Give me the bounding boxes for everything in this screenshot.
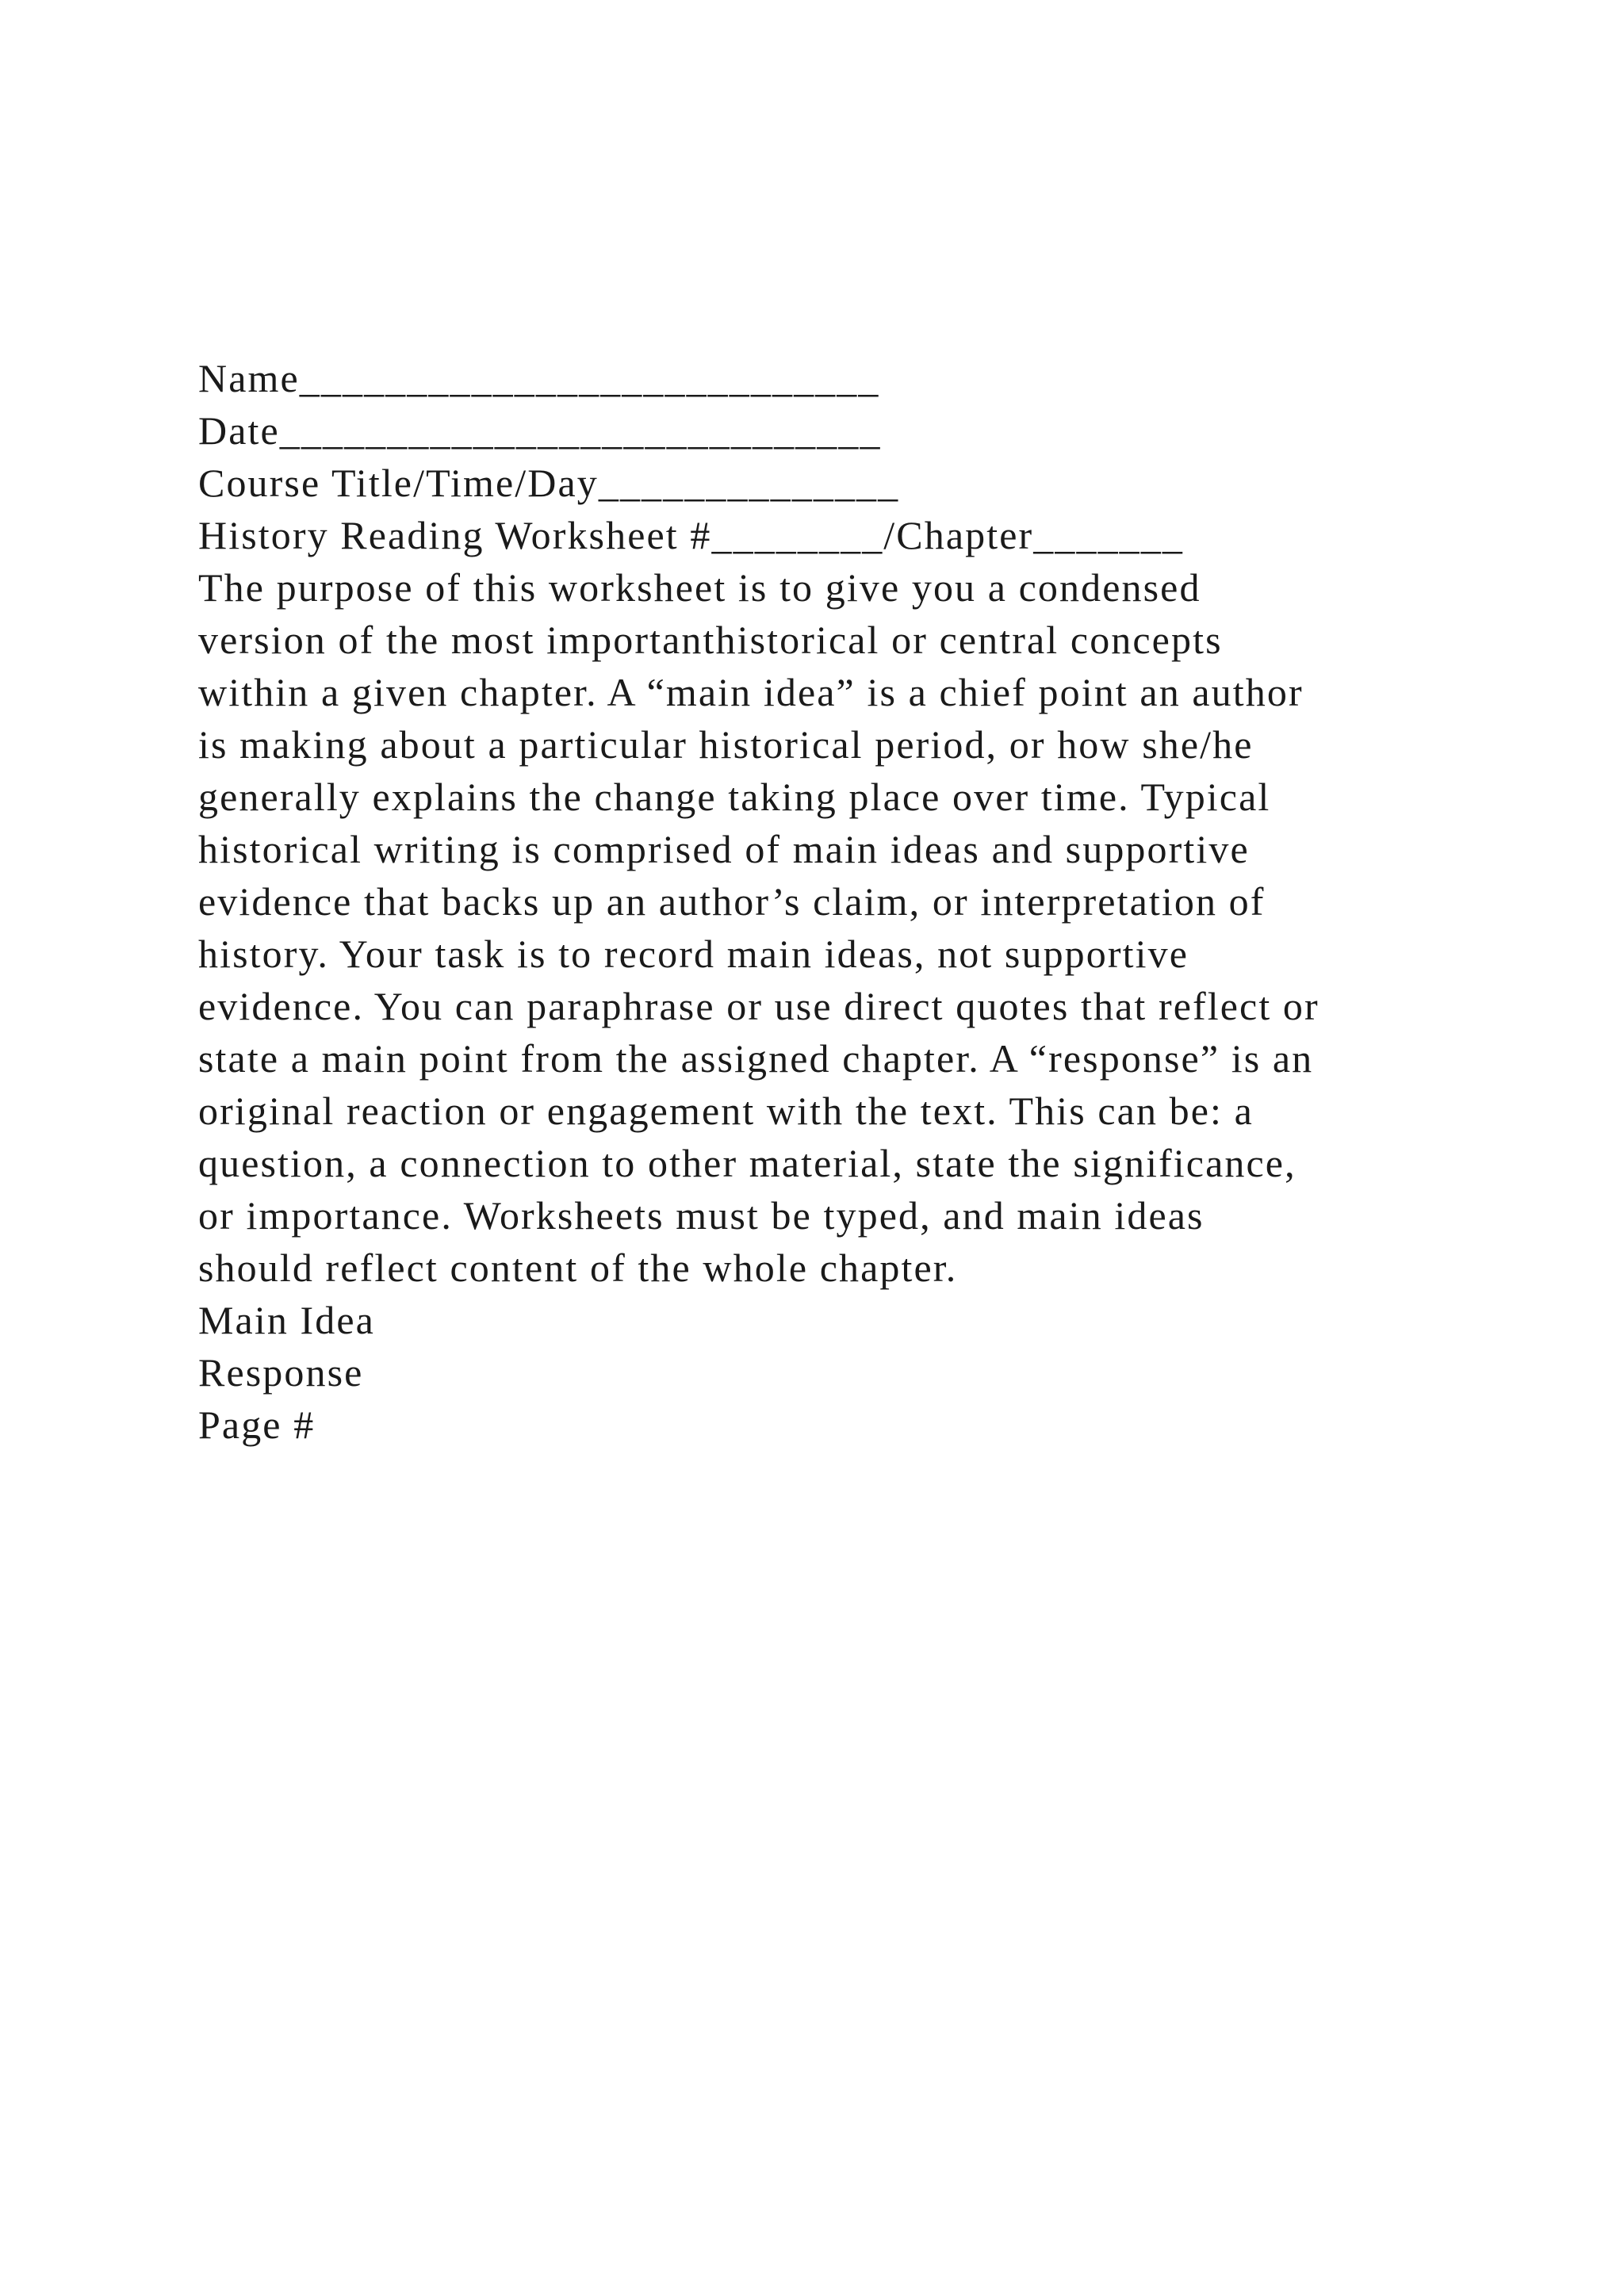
response-heading: Response: [198, 1350, 364, 1395]
name-field: Name___________________________: [198, 356, 880, 400]
body-line: state a main point from the assigned chapter. A “response” is an: [198, 1036, 1314, 1081]
body-line: within a given chapter. A “main idea” is a chief point an author: [198, 670, 1304, 714]
body-line: question, a connection to other material, state the significance,: [198, 1141, 1297, 1185]
body-line: is making about a particular historical period, or how she/he: [198, 722, 1254, 767]
body-line: generally explains the change taking place over time. Typical: [198, 775, 1271, 819]
body-line: evidence. You can paraphrase or use direct quotes that reflect or: [198, 984, 1320, 1028]
body-line: original reaction or engagement with the text. This can be: a: [198, 1089, 1254, 1133]
worksheet-chapter-field: History Reading Worksheet #________/Chapter_______: [198, 513, 1184, 557]
body-line: evidence that backs up an author’s claim, or interpretation of: [198, 879, 1266, 924]
body-line: should reflect content of the whole chapter.: [198, 1246, 958, 1290]
body-line: historical writing is comprised of main ideas and supportive: [198, 827, 1250, 871]
body-line: The purpose of this worksheet is to give you a condensed: [198, 565, 1201, 610]
date-field: Date____________________________: [198, 408, 882, 453]
body-line: version of the most importanthistorical or central concepts: [198, 618, 1223, 662]
body-line: or importance. Worksheets must be typed, and main ideas: [198, 1193, 1205, 1238]
course-field: Course Title/Time/Day______________: [198, 461, 900, 505]
main-idea-heading: Main Idea: [198, 1298, 375, 1342]
worksheet-text: [198, 352, 1507, 1451]
body-line: history. Your task is to record main ideas, not supportive: [198, 932, 1189, 976]
page-number-heading: Page #: [198, 1402, 316, 1447]
